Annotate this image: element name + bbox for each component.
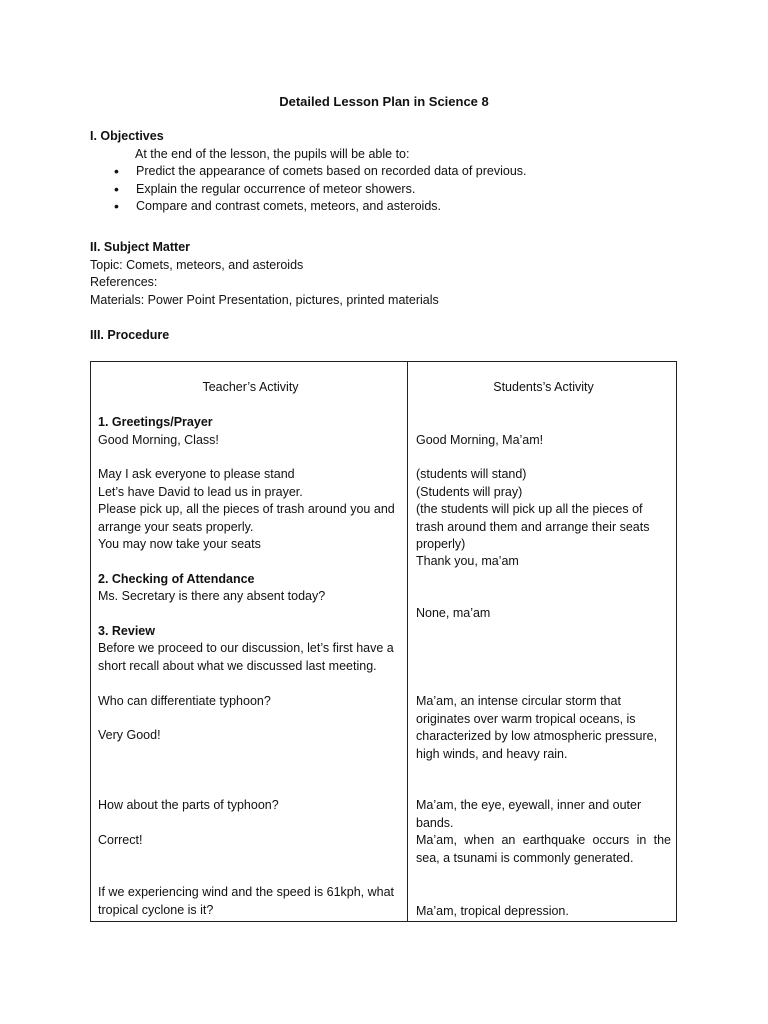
procedure-table [90, 361, 677, 922]
student-line: None, ma’am [416, 606, 491, 620]
teacher-activity-header: Teacher’s Activity [202, 380, 299, 394]
teacher-line: Before we proceed to our discussion, let’s first have a short recall about what we discussed last meeting. [98, 641, 394, 673]
teacher-line: Good Morning, Class! [98, 433, 219, 447]
column-divider [407, 362, 408, 921]
student-line: Good Morning, Ma’am! [416, 433, 544, 447]
student-line: Ma’am, when an earthquake occurs in the sea, a tsunami is commonly generated. [416, 833, 671, 865]
objectives-section [90, 128, 690, 216]
objective-item: • Predict the appearance of comets based on recorded data of previous. [136, 163, 690, 181]
teacher-line: Who can differentiate typhoon? [98, 694, 271, 708]
objectives-intro: At the end of the lesson, the pupils will be able to: [135, 146, 410, 161]
teacher-line: May I ask everyone to please stand [98, 467, 295, 481]
objectives-list [90, 163, 690, 216]
student-line: (students will stand) [416, 467, 527, 481]
objective-item: • Explain the regular occurrence of meteor showers. [136, 181, 690, 199]
teacher-line: Ms. Secretary is there any absent today? [98, 589, 326, 603]
subject-matter-section [90, 239, 690, 309]
objective-item: • Compare and contrast comets, meteors, and asteroids. [136, 198, 690, 216]
procedure-heading: III. Procedure [90, 328, 170, 342]
student-activity-header: Students’s Activity [493, 380, 594, 394]
teacher-line: If we experiencing wind and the speed is 61kph, what tropical cyclone is it? [98, 885, 395, 917]
materials-line: Materials: Power Point Presentation, pictures, printed materials [90, 292, 439, 307]
student-line: Ma’am, the eye, eyewall, inner and outer bands. [416, 798, 642, 830]
review-heading: 3. Review [98, 624, 155, 638]
page-title: Detailed Lesson Plan in Science 8 [279, 94, 489, 109]
teacher-line: Please pick up, all the pieces of trash around you and arrange your seats properly. [98, 502, 395, 534]
student-line: Ma’am, an intense circular storm that originates over warm tropical oceans, is characterized by low atmospheric pressure, high winds, and heavy rain. [416, 694, 658, 761]
student-line: (Students will pray) [416, 485, 523, 499]
topic-line: Topic: Comets, meteors, and asteroids [90, 257, 304, 272]
teacher-line: Correct! [98, 833, 143, 847]
references-line: References: [90, 275, 158, 289]
subject-matter-heading: II. Subject Matter [90, 240, 191, 254]
student-line: (the students will pick up all the pieces of trash around them and arrange their seats properly) [416, 502, 650, 551]
attendance-heading: 2. Checking of Attendance [98, 572, 255, 586]
greetings-heading: 1. Greetings/Prayer [98, 415, 213, 429]
objectives-heading: I. Objectives [90, 129, 164, 143]
teacher-line: You may now take your seats [98, 537, 261, 551]
teacher-line: How about the parts of typhoon? [98, 798, 279, 812]
teacher-line: Let’s have David to lead us in prayer. [98, 485, 303, 499]
student-line: Thank you, ma’am [416, 554, 519, 568]
student-line: Ma’am, tropical depression. [416, 904, 569, 918]
teacher-line: Very Good! [98, 728, 161, 742]
